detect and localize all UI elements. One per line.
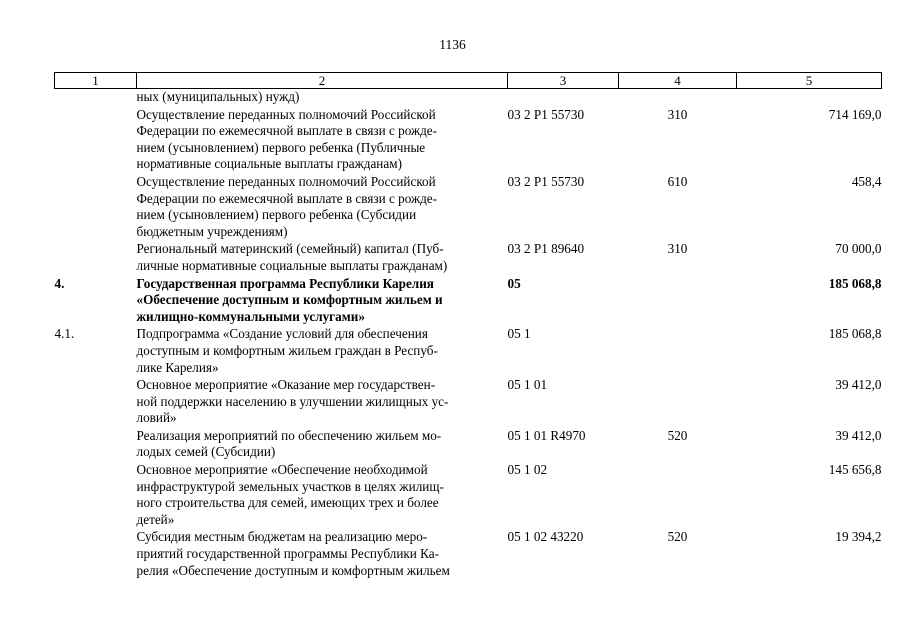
row-number: [55, 241, 137, 275]
row-name-line: Государственная программа Республики Карелия: [136, 275, 434, 291]
row-name-line: личные нормативные социальные выплаты гражданам): [136, 257, 448, 273]
row-name-line: Подпрограмма «Создание условий для обеспечения: [136, 326, 428, 342]
amount: 39 412,0: [835, 427, 882, 443]
row-number: [55, 107, 137, 174]
expense-type-code: [619, 89, 737, 107]
row-name: [137, 276, 508, 327]
column-header-5: 5: [737, 73, 882, 89]
expense-type-code: [619, 276, 737, 327]
row-name-line: нием (усыновлением) первого ребенка (Субсидии: [136, 207, 417, 223]
table-row: [55, 276, 882, 327]
target-article-code: 03 2 Р1 55730: [507, 173, 585, 189]
row-number: [55, 174, 137, 241]
row-name-line: Федерации по ежемесячной выплате в связи с рожде-: [136, 123, 438, 139]
target-article-code: [508, 89, 619, 107]
expense-type-code: [619, 462, 737, 529]
row-name-line: приятий государственной программы Республики Ка-: [136, 546, 439, 562]
row-name-line: Субсидия местным бюджетам на реализацию меро-: [136, 529, 428, 545]
expense-type-code: [619, 377, 737, 428]
amount: [737, 89, 882, 107]
row-name-line: лике Карелия»: [136, 359, 219, 375]
page-number: 1136: [439, 37, 466, 52]
row-name: [137, 107, 508, 174]
row-name-line: Региональный материнский (семейный) капитал (Пуб-: [136, 241, 444, 257]
row-name-line: Осуществление переданных полномочий Российской: [136, 173, 436, 189]
row-name-line: бюджетным учреждениям): [136, 223, 288, 239]
target-article-code: 03 2 Р1 89640: [507, 241, 585, 257]
row-name-line: лодых семей (Субсидии): [136, 444, 276, 460]
row-number: 4.1.: [54, 326, 75, 342]
row-name-line: доступным и комфортным жильем граждан в Респуб-: [136, 342, 438, 358]
table-row: [55, 174, 882, 241]
row-name: [137, 241, 508, 275]
column-header-4: 4: [619, 73, 737, 89]
row-name-line: Основное мероприятие «Обеспечение необходимой: [136, 462, 428, 478]
expense-type-code: 520: [667, 529, 688, 545]
row-name-line: ного строительства для семей, имеющих трех и более: [136, 495, 439, 511]
row-name-line: жилищно-коммунальными услугами»: [136, 308, 365, 324]
row-name: [137, 89, 508, 107]
amount: 458,4: [851, 173, 882, 189]
target-article-code: 03 2 Р1 55730: [507, 106, 585, 122]
expense-type-code: 310: [667, 106, 688, 122]
table-row: [55, 529, 882, 580]
row-name-line: ной поддержки населению в улучшении жилищных ус-: [136, 393, 449, 409]
row-name-line: релия «Обеспечение доступным и комфортным жильем: [136, 562, 450, 578]
target-article-code: 05 1 02 43220: [507, 529, 584, 545]
table-row: [55, 107, 882, 174]
row-name-line: детей»: [136, 511, 175, 527]
expense-type-code: 310: [667, 241, 688, 257]
expense-type-code: 520: [667, 427, 688, 443]
row-name-line: ных (муниципальных) нужд): [136, 89, 300, 104]
amount: 145 656,8: [828, 462, 882, 478]
row-name: [137, 428, 508, 462]
table-row: [55, 326, 882, 377]
row-name-line: Реализация мероприятий по обеспечению жильем мо-: [136, 427, 442, 443]
target-article-code: 05 1 01 R4970: [507, 427, 586, 443]
row-name: [137, 174, 508, 241]
row-name-line: Федерации по ежемесячной выплате в связи с рожде-: [136, 190, 438, 206]
column-header-2: 2: [137, 73, 508, 89]
amount: 19 394,2: [835, 529, 882, 545]
row-name: [137, 462, 508, 529]
row-name: [137, 529, 508, 580]
amount: 39 412,0: [835, 377, 882, 393]
row-name-line: «Обеспечение доступным и комфортным жильем и: [136, 292, 443, 308]
row-name-line: Осуществление переданных полномочий Российской: [136, 106, 436, 122]
target-article-code: 05 1 01: [507, 377, 548, 393]
row-name: [137, 377, 508, 428]
column-header-3: 3: [508, 73, 619, 89]
budget-table: [54, 72, 882, 580]
row-name-line: нием (усыновлением) первого ребенка (Публичные: [136, 139, 426, 155]
target-article-code: 05 1 02: [507, 462, 548, 478]
row-number: [55, 529, 137, 580]
row-name-line: нормативные социальные выплаты гражданам): [136, 156, 402, 172]
table-row: [55, 241, 882, 275]
row-name-line: Основное мероприятие «Оказание мер государствен-: [136, 377, 436, 393]
row-number: [55, 377, 137, 428]
table-row: [55, 377, 882, 428]
amount: 185 068,8: [828, 275, 882, 291]
expense-type-code: [619, 326, 737, 377]
column-number-header: [55, 73, 882, 89]
amount: 714 169,0: [828, 106, 882, 122]
target-article-code: 05: [507, 275, 521, 291]
target-article-code: 05 1: [507, 326, 531, 342]
amount: 70 000,0: [835, 241, 882, 257]
table-row: [55, 428, 882, 462]
row-name-line: ловий»: [136, 410, 177, 426]
row-number: 4.: [54, 275, 65, 291]
row-name: [137, 326, 508, 377]
column-header-1: 1: [55, 73, 137, 89]
table-body: [55, 89, 882, 581]
expense-type-code: 610: [667, 173, 688, 189]
row-name-line: инфраструктурой земельных участков в целях жилищ-: [136, 478, 444, 494]
amount: 185 068,8: [828, 326, 882, 342]
row-number: [55, 462, 137, 529]
row-number: [55, 428, 137, 462]
table-row: [55, 462, 882, 529]
table-row: [55, 89, 882, 107]
row-number: [55, 89, 137, 107]
